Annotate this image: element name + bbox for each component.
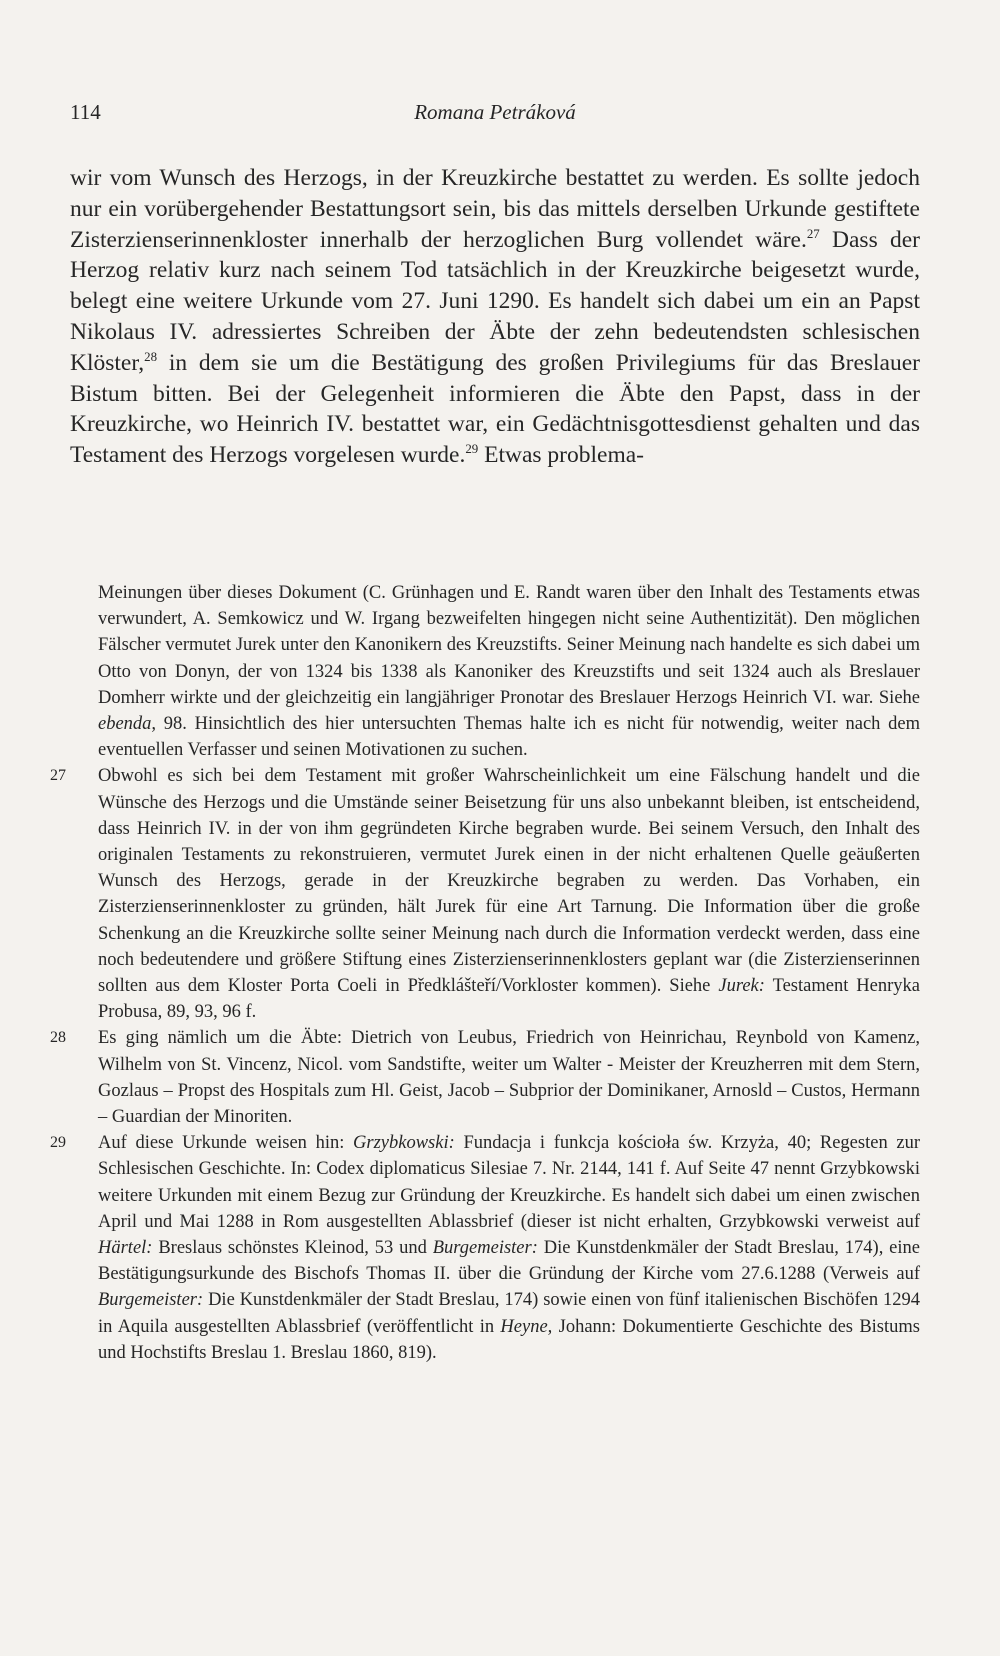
footnote-text: Meinungen über dieses Dokument (C. Grünhagen und E. Randt waren über den Inhalt des Testaments etwas verwundert, A. Semkowicz und W. Irgang bezweifelten hingegen nicht seine Authentizität). Den möglichen Fälscher vermutet Jurek unter den Kanonikern des Kreuzstifts. Seiner Meinung nach handelte es sich dabei um Otto von Donyn, der von 1324 bis 1338 als Kanoniker des Kreuzstifts und seit 1324 auch als Breslauer Domherr wirkte und der gleichzeitig ein langjähriger Pronotar des Breslauer Herzogs Heinrich VI. war. Siehe: [98, 583, 920, 708]
footnote-italic: Jurek:: [718, 976, 765, 997]
page-header: [70, 100, 920, 132]
footnote-number: 27: [50, 767, 66, 785]
main-text: [70, 163, 920, 471]
footnote-text: Die Kunstdenkmäler der Stadt Breslau, 174) sowie einen von fünf italienischen Bischöfen 1294 in Aquila ausgestellten Ablassbrief (veröffentlicht in: [98, 1290, 920, 1337]
text-segment: Dass der Herzog relativ kurz nach seinem Tod tatsächlich in der Kreuzkirche beigesetzt wurde, belegt eine weitere Urkunde vom 27. Juni 1290. Es handelt sich dabei um ein an Papst Nikolaus IV. adressiertes Schreiben der Äbte der zehn bedeutendsten schlesischen Klöster,: [70, 226, 920, 376]
footnote-number: 28: [50, 1029, 66, 1047]
footnote-text: Die Kunstdenkmäler der Stadt Breslau, 174), eine Bestätigungsurkunde des Bischofs Thomas II. über die Gründung der Kirche vom 27.6.1288 (Verweis auf: [98, 1238, 920, 1285]
footnotes: [50, 580, 920, 1366]
footnote-27: [50, 763, 920, 1025]
footnote-text: 98. Hinsichtlich des hier untersuchten Themas halte ich es nicht für notwendig, weiter nach dem eventuellen Verfasser und seinen Motivationen zu suchen.: [98, 714, 920, 761]
footnote-text: Fundacja i funkcja kościoła św. Krzyża, 40; Regesten zur Schlesischen Geschichte. In: Codex diplomaticus Silesiae 7. Nr. 2144, 141 f. Auf Seite 47 nennt Grzybkowski weitere Urkunden mit einem Bezug zur Gründung der Kreuzkirche. Es handelt sich dabei um einen zwischen April und Mai 1288 in Rom ausgestellten Ablassbrief (dieser ist nicht erhalten, Grzybkowski verweist auf: [98, 1133, 920, 1232]
footnote-number: 29: [50, 1134, 66, 1152]
footnote-italic: Burgemeister:: [98, 1290, 204, 1311]
text-segment: in dem sie um die Bestätigung des großen Privilegiums für das Breslauer Bistum bitten. Bei der Gelegenheit informieren die Äbte den Papst, dass in der Kreuzkirche, wo Heinrich IV. bestattet war, ein Gedächtnisgottesdienst gehalten und das Testament des Herzogs vorgelesen wurde.: [70, 349, 920, 469]
footnote-text: Obwohl es sich bei dem Testament mit großer Wahrscheinlichkeit um eine Fälschung handelt und die Wünsche des Herzogs und die Umstände seiner Beisetzung für uns also unbekannt bleiben, ist entscheidend, dass Heinrich IV. in der von ihm gegründeten Kirche begraben wurde. Bei seinem Versuch, den Inhalt des originalen Testaments zu rekonstruieren, vermutet Jurek einen in der nicht erhaltenen Quelle geäußerten Wunsch des Herzogs, gerade in der Kreuzkirche begraben zu werden. Das Vorhaben, ein Zisterzienserinnenkloster zu gründen, hält Jurek für eine Art Tarnung. Die Information über die große Schenkung an die Kreuzkirche sollte seiner Meinung nach durch die Information verdeckt werden, dass eine noch bedeutendere und größere Stiftung eines Zisterzienserinnenklosters geplant war (die Zisterzienserinnen sollten aus dem Kloster Porta Coeli in Předklášteří/Vorkloster kommen). Siehe: [98, 766, 920, 997]
footnote-ref-29[interactable]: 29: [465, 441, 479, 457]
footnote-italic: Grzybkowski:: [353, 1133, 455, 1154]
footnote-text: Testament Henryka Probusa, 89, 93, 96 f.: [98, 976, 920, 1023]
footnote-italic: Burgemeister:: [432, 1238, 538, 1259]
footnote-continued: [50, 580, 920, 763]
footnote-italic: ebenda,: [98, 714, 157, 735]
running-head: Romana Petráková: [414, 100, 576, 124]
footnote-italic: Härtel:: [98, 1238, 153, 1259]
footnote-text: Johann: Dokumentierte Geschichte des Bistums und Hochstifts Breslau 1. Breslau 1860, 819).: [98, 1316, 920, 1363]
footnote-text: Auf diese Urkunde weisen hin:: [98, 1133, 354, 1154]
footnote-italic: Heyne,: [500, 1316, 553, 1337]
footnote-text: Breslaus schönstes Kleinod, 53 und: [152, 1238, 433, 1259]
text-segment: wir vom Wunsch des Herzogs, in der Kreuzkirche bestattet zu werden. Es sollte jedoch nur ein vorübergehender Bestattungsort sein, bis das mittels derselben Urkunde gestiftete Zisterzienserinnenkloster innerhalb der herzoglichen Burg vollendet wäre.: [70, 165, 920, 253]
text-segment: Etwas problema-: [478, 442, 645, 469]
page-number: 114: [70, 100, 101, 124]
footnote-text: Es ging nämlich um die Äbte: Dietrich von Leubus, Friedrich von Heinrichau, Reynbold von Kamenz, Wilhelm von St. Vincenz, Nicol. vom Sandstifte, weiter um Walter - Meister der Kreuzherren mit dem Stern, Gozlaus – Propst des Hospitals zum Hl. Geist, Jacob – Subprior der Dominikaner, Arnosld – Custos, Hermann – Guardian der Minoriten.: [98, 1028, 920, 1128]
footnote-28: [50, 1025, 920, 1130]
footnote-ref-28[interactable]: 28: [144, 348, 158, 364]
footnote-29: [50, 1130, 920, 1366]
footnote-ref-27[interactable]: 27: [806, 225, 820, 241]
main-paragraph: [70, 163, 920, 471]
